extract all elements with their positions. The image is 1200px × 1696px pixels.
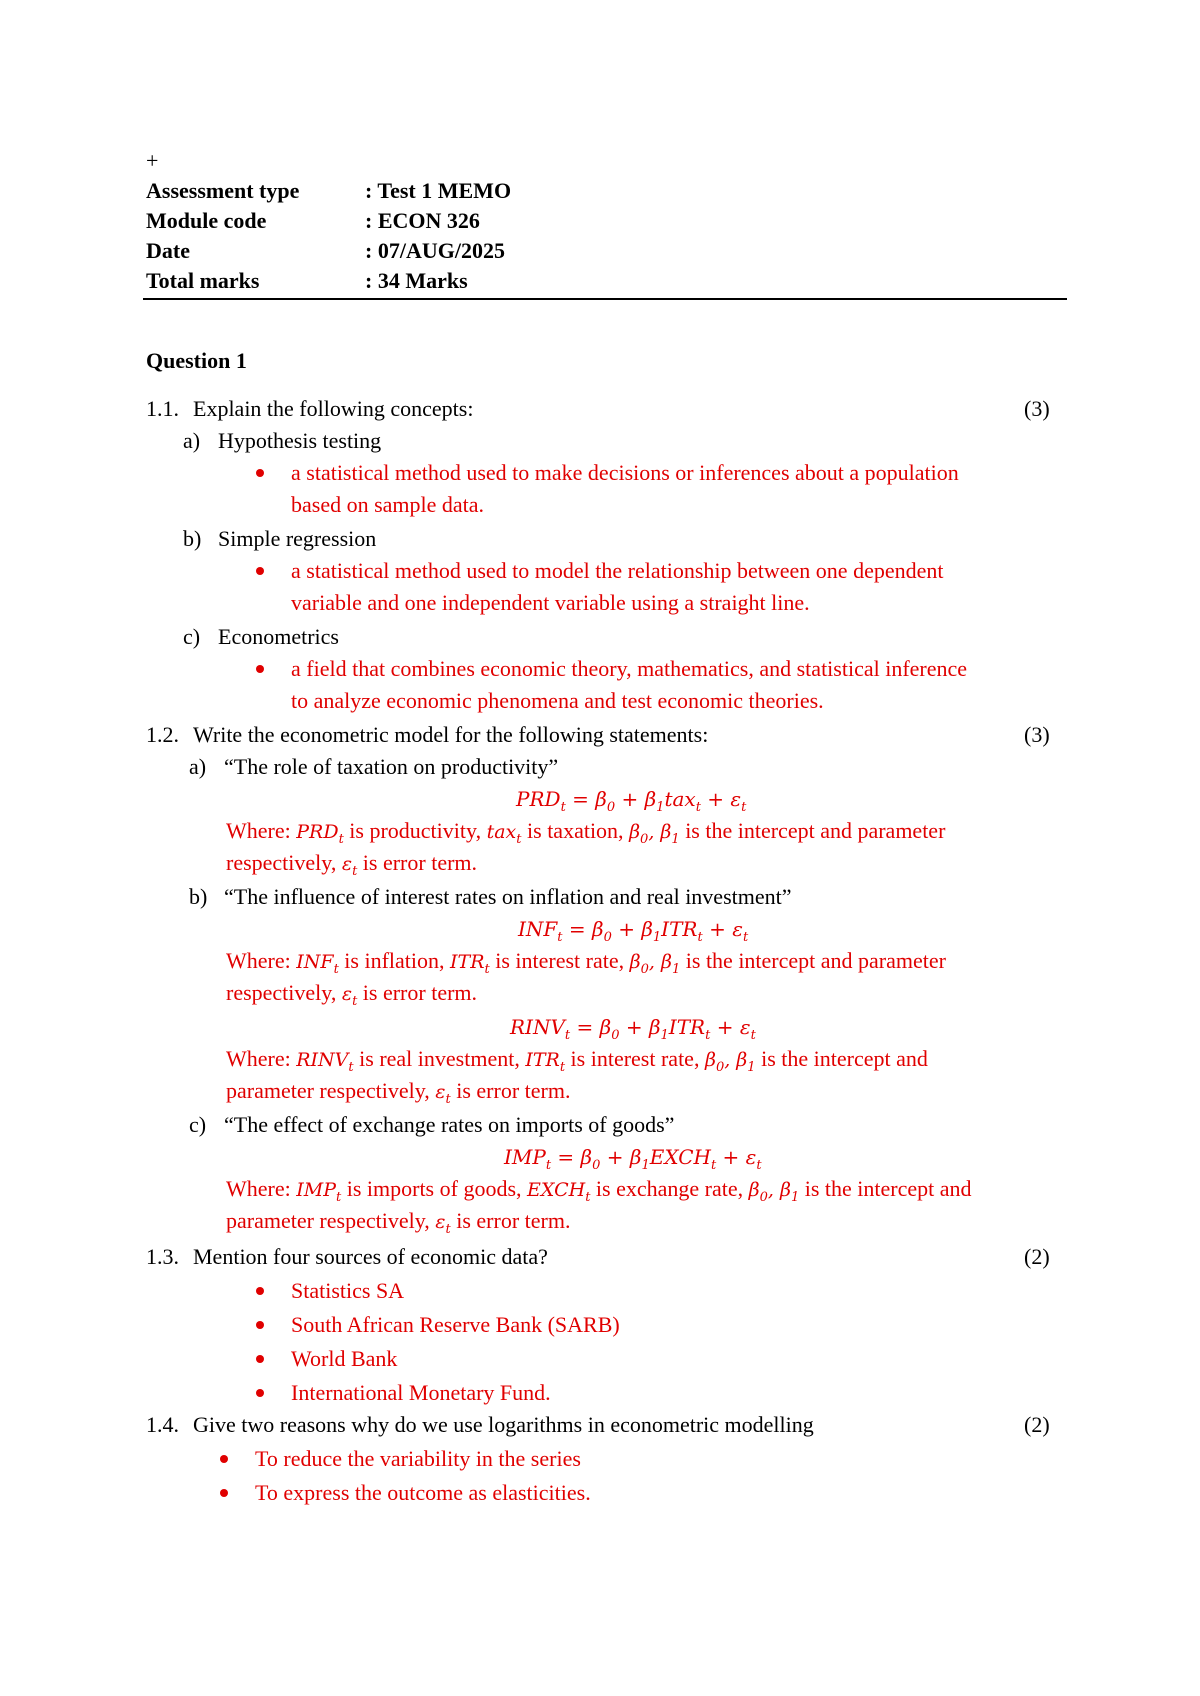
header-label-module-code: Module code [146, 208, 267, 233]
q1-2-a-where-line1: Where: $PRD_t$ is productivity, tax$_t$ is taxation, $\beta_0$, $\beta_1$ is the intercept and parameter [226, 818, 946, 847]
q1-3-text: Mention four sources of economic data? [193, 1244, 548, 1269]
header-label-date: Date [146, 238, 190, 263]
q1-3-item: International Monetary Fund. [291, 1380, 551, 1405]
bullet-icon [220, 1489, 228, 1497]
bullet-icon [256, 665, 264, 673]
header-divider [143, 298, 1067, 300]
q1-4-marks: (2) [1024, 1412, 1050, 1437]
q1-2-b-where-line4: parameter respectively, $\varepsilon_t$ is error term. [226, 1078, 571, 1107]
equation-prd: $PRD_t = \beta_0 + \beta_1tax_t + \varepsilon_t$ [516, 787, 747, 815]
q1-2-c-where-line2: parameter respectively, $\varepsilon_t$ is error term. [226, 1208, 571, 1237]
q1-2-a-label: a) [189, 754, 207, 779]
equation-rinv: $RINV_t = \beta_0 + \beta_1ITR_t + \varepsilon_t$ [510, 1015, 756, 1043]
q1-2-number: 1.2. [146, 722, 179, 747]
q1-4-item: To reduce the variability in the series [255, 1446, 581, 1471]
q1-2-c-where-line1: Where: $IMP_t$ is imports of goods, $EXCH_t$ is exchange rate, $\beta_0$, $\beta_1$ is the intercept and [226, 1176, 972, 1205]
equation-imp: $IMP_t = \beta_0$ + $\beta_1EXCH_t + \varepsilon_t$ [504, 1145, 762, 1173]
bullet-icon [256, 469, 264, 477]
bullet-icon [256, 1355, 264, 1363]
q1-4-number: 1.4. [146, 1412, 179, 1437]
bullet-icon [256, 1287, 264, 1295]
q1-2-b-where-line3: Where: $RINV_t$ is real investment, $ITR_t$ is interest rate, $\beta_0$, $\beta_1$ is the intercept and [226, 1046, 928, 1075]
q1-1-c-label: c) [183, 624, 201, 649]
header-value-total-marks: : 34 Marks [365, 268, 468, 293]
q1-1-c-text: Econometrics [218, 624, 339, 649]
q1-2-b-where-line1: Where: $INF_t$ is inflation, $ITR_t$ is interest rate, $\beta_0$, $\beta_1$ is the intercept and parameter [226, 948, 946, 977]
q1-1-b-label: b) [183, 526, 202, 551]
q1-1-b-text: Simple regression [218, 526, 377, 551]
q1-4-item: To express the outcome as elasticities. [255, 1480, 591, 1505]
q1-2-c-label: c) [189, 1112, 207, 1137]
q1-1-a-answer-line2: based on sample data. [291, 492, 485, 517]
bullet-icon [256, 1389, 264, 1397]
header-value-date: : 07/AUG/2025 [365, 238, 505, 263]
q1-2-text: Write the econometric model for the following statements: [193, 722, 709, 747]
bullet-icon [256, 1321, 264, 1329]
q1-1-a-label: a) [183, 428, 201, 453]
q1-2-b-label: b) [189, 884, 208, 909]
q1-1-c-answer-line1: a field that combines economic theory, mathematics, and statistical inference [291, 656, 968, 681]
q1-1-a-answer-line1: a statistical method used to make decisions or inferences about a population [291, 460, 959, 485]
q1-1-b-answer-line1: a statistical method used to model the relationship between one dependent [291, 558, 944, 583]
q1-1-marks: (3) [1024, 396, 1050, 421]
q1-2-a-where-line2: respectively, $\varepsilon_t$ is error term. [226, 850, 478, 879]
plus-mark: + [146, 148, 159, 173]
q1-1-c-answer-line2: to analyze economic phenomena and test economic theories. [291, 688, 824, 713]
q1-1-a-text: Hypothesis testing [218, 428, 382, 453]
header-value-module-code: : ECON 326 [365, 208, 480, 233]
q1-3-number: 1.3. [146, 1244, 179, 1269]
question-title: Question 1 [146, 348, 247, 373]
q1-2-b-text: “The influence of interest rates on inflation and real investment” [224, 884, 792, 909]
bullet-icon [256, 567, 264, 575]
q1-1-b-answer-line2: variable and one independent variable using a straight line. [291, 590, 810, 615]
bullet-icon [220, 1455, 228, 1463]
q1-2-a-text: “The role of taxation on productivity” [224, 754, 559, 779]
q1-4-text: Give two reasons why do we use logarithms in econometric modelling [193, 1412, 814, 1437]
q1-3-item: Statistics SA [291, 1278, 405, 1303]
header-label-assessment-type: Assessment type [146, 178, 300, 203]
q1-2-b-where-line2: respectively, $\varepsilon_t$ is error term. [226, 980, 478, 1009]
q1-3-item: South African Reserve Bank (SARB) [291, 1312, 620, 1337]
q1-2-marks: (3) [1024, 722, 1050, 747]
q1-1-number: 1.1. [146, 396, 179, 421]
q1-1-text: Explain the following concepts: [193, 396, 474, 421]
header-value-assessment-type: : Test 1 MEMO [365, 178, 512, 203]
q1-3-marks: (2) [1024, 1244, 1050, 1269]
header-label-total-marks: Total marks [146, 268, 260, 293]
q1-2-c-text: “The effect of exchange rates on imports of goods” [224, 1112, 675, 1137]
q1-3-item: World Bank [291, 1346, 398, 1371]
equation-inf: $INF_t = \beta_0 + \beta_1ITR_t + \varepsilon_t$ [518, 917, 749, 945]
